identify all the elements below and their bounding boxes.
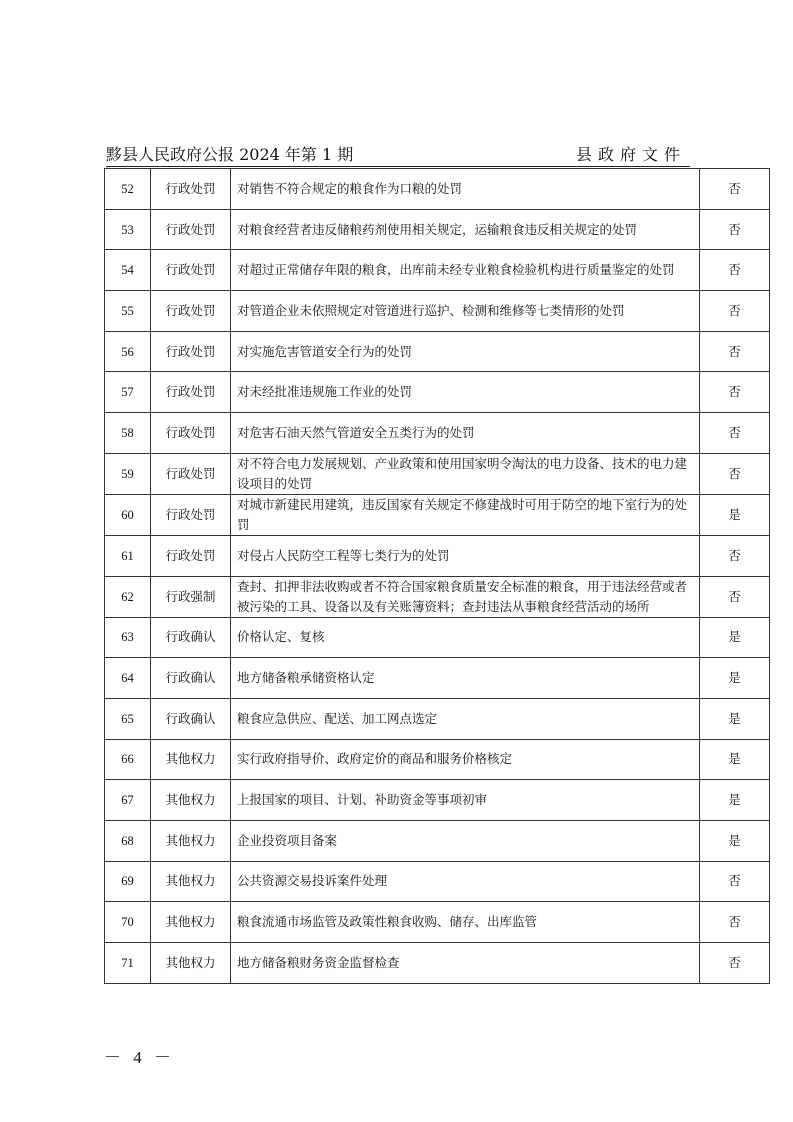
row-number: 68	[105, 820, 151, 861]
row-number: 58	[105, 413, 151, 454]
power-type: 其他权力	[151, 739, 231, 780]
row-number: 61	[105, 535, 151, 576]
row-number: 63	[105, 617, 151, 658]
row-number: 55	[105, 291, 151, 332]
gazette-title: 黟县人民政府公报 2024 年第 1 期	[106, 145, 354, 164]
power-type: 行政处罚	[151, 372, 231, 413]
power-item-name: 公共资源交易投诉案件处理	[231, 861, 700, 902]
power-item-name: 企业投资项目备案	[231, 820, 700, 861]
section-title: 县政府文件	[575, 145, 686, 164]
powers-table	[104, 168, 770, 984]
flag-cell: 否	[700, 291, 770, 332]
table-row	[105, 331, 770, 372]
power-type: 其他权力	[151, 820, 231, 861]
power-type: 其他权力	[151, 943, 231, 984]
power-item-name: 粮食流通市场监管及政策性粮食收购、储存、出库监管	[231, 902, 700, 943]
table-row	[105, 902, 770, 943]
flag-cell: 否	[700, 902, 770, 943]
flag-cell: 否	[700, 943, 770, 984]
power-type: 行政确认	[151, 617, 231, 658]
row-number: 64	[105, 658, 151, 699]
power-type: 其他权力	[151, 902, 231, 943]
power-type: 行政强制	[151, 576, 231, 617]
table-row	[105, 209, 770, 250]
flag-cell: 是	[700, 820, 770, 861]
table-row	[105, 943, 770, 984]
row-number: 66	[105, 739, 151, 780]
power-type: 行政处罚	[151, 494, 231, 535]
table-row	[105, 250, 770, 291]
power-item-name: 对超过正常储存年限的粮食，出库前未经专业粮食检验机构进行质量鉴定的处罚	[231, 250, 700, 291]
power-type: 行政处罚	[151, 250, 231, 291]
power-type: 行政处罚	[151, 209, 231, 250]
power-item-name: 对城市新建民用建筑，违反国家有关规定不修建战时可用于防空的地下室行为的处罚	[231, 494, 700, 535]
power-type: 行政处罚	[151, 331, 231, 372]
power-item-name: 对未经批准违规施工作业的处罚	[231, 372, 700, 413]
power-item-name: 对管道企业未依照规定对管道进行巡护、检测和维修等七类情形的处罚	[231, 291, 700, 332]
power-type: 行政确认	[151, 658, 231, 699]
row-number: 62	[105, 576, 151, 617]
flag-cell: 是	[700, 494, 770, 535]
flag-cell: 否	[700, 250, 770, 291]
power-type: 行政处罚	[151, 453, 231, 494]
table-row	[105, 739, 770, 780]
power-item-name: 对危害石油天然气管道安全五类行为的处罚	[231, 413, 700, 454]
power-item-name: 对实施危害管道安全行为的处罚	[231, 331, 700, 372]
flag-cell: 否	[700, 861, 770, 902]
table-row	[105, 535, 770, 576]
flag-cell: 否	[700, 413, 770, 454]
power-type: 行政处罚	[151, 169, 231, 210]
power-type: 行政处罚	[151, 291, 231, 332]
flag-cell: 否	[700, 331, 770, 372]
power-item-name: 对粮食经营者违反储粮药剂使用相关规定，运输粮食违反相关规定的处罚	[231, 209, 700, 250]
power-item-name: 对不符合电力发展规划、产业政策和使用国家明令淘汰的电力设备、技术的电力建设项目的处罚	[231, 453, 700, 494]
table-row	[105, 372, 770, 413]
row-number: 67	[105, 780, 151, 821]
table-row	[105, 698, 770, 739]
power-item-name: 价格认定、复核	[231, 617, 700, 658]
table-row	[105, 780, 770, 821]
table-body	[105, 169, 770, 984]
table-row	[105, 291, 770, 332]
power-type: 其他权力	[151, 780, 231, 821]
power-type: 行政处罚	[151, 413, 231, 454]
row-number: 53	[105, 209, 151, 250]
page-number: － 4 －	[104, 1048, 175, 1067]
flag-cell: 否	[700, 372, 770, 413]
table-row	[105, 820, 770, 861]
row-number: 52	[105, 169, 151, 210]
row-number: 70	[105, 902, 151, 943]
table-row	[105, 494, 770, 535]
row-number: 60	[105, 494, 151, 535]
table-row	[105, 413, 770, 454]
power-type: 行政处罚	[151, 535, 231, 576]
table-row	[105, 169, 770, 210]
row-number: 71	[105, 943, 151, 984]
flag-cell: 否	[700, 453, 770, 494]
flag-cell: 是	[700, 658, 770, 699]
row-number: 59	[105, 453, 151, 494]
flag-cell: 否	[700, 576, 770, 617]
power-type: 其他权力	[151, 861, 231, 902]
flag-cell: 是	[700, 617, 770, 658]
row-number: 56	[105, 331, 151, 372]
flag-cell: 是	[700, 780, 770, 821]
power-item-name: 粮食应急供应、配送、加工网点选定	[231, 698, 700, 739]
flag-cell: 是	[700, 739, 770, 780]
running-header	[106, 140, 690, 167]
power-item-name: 地方储备粮财务资金监督检查	[231, 943, 700, 984]
power-item-name: 实行政府指导价、政府定价的商品和服务价格核定	[231, 739, 700, 780]
flag-cell: 否	[700, 535, 770, 576]
power-item-name: 上报国家的项目、计划、补助资金等事项初审	[231, 780, 700, 821]
table-row	[105, 617, 770, 658]
flag-cell: 否	[700, 169, 770, 210]
power-type: 行政确认	[151, 698, 231, 739]
row-number: 57	[105, 372, 151, 413]
power-item-name: 对销售不符合规定的粮食作为口粮的处罚	[231, 169, 700, 210]
flag-cell: 否	[700, 209, 770, 250]
power-item-name: 对侵占人民防空工程等七类行为的处罚	[231, 535, 700, 576]
table-row	[105, 576, 770, 617]
row-number: 69	[105, 861, 151, 902]
table-row	[105, 658, 770, 699]
table-row	[105, 453, 770, 494]
flag-cell: 是	[700, 698, 770, 739]
power-item-name: 查封、扣押非法收购或者不符合国家粮食质量安全标准的粮食，用于违法经营或者被污染的工具、设备以及有关账簿资料；查封违法从事粮食经营活动的场所	[231, 576, 700, 617]
row-number: 65	[105, 698, 151, 739]
row-number: 54	[105, 250, 151, 291]
table-row	[105, 861, 770, 902]
power-item-name: 地方储备粮承储资格认定	[231, 658, 700, 699]
